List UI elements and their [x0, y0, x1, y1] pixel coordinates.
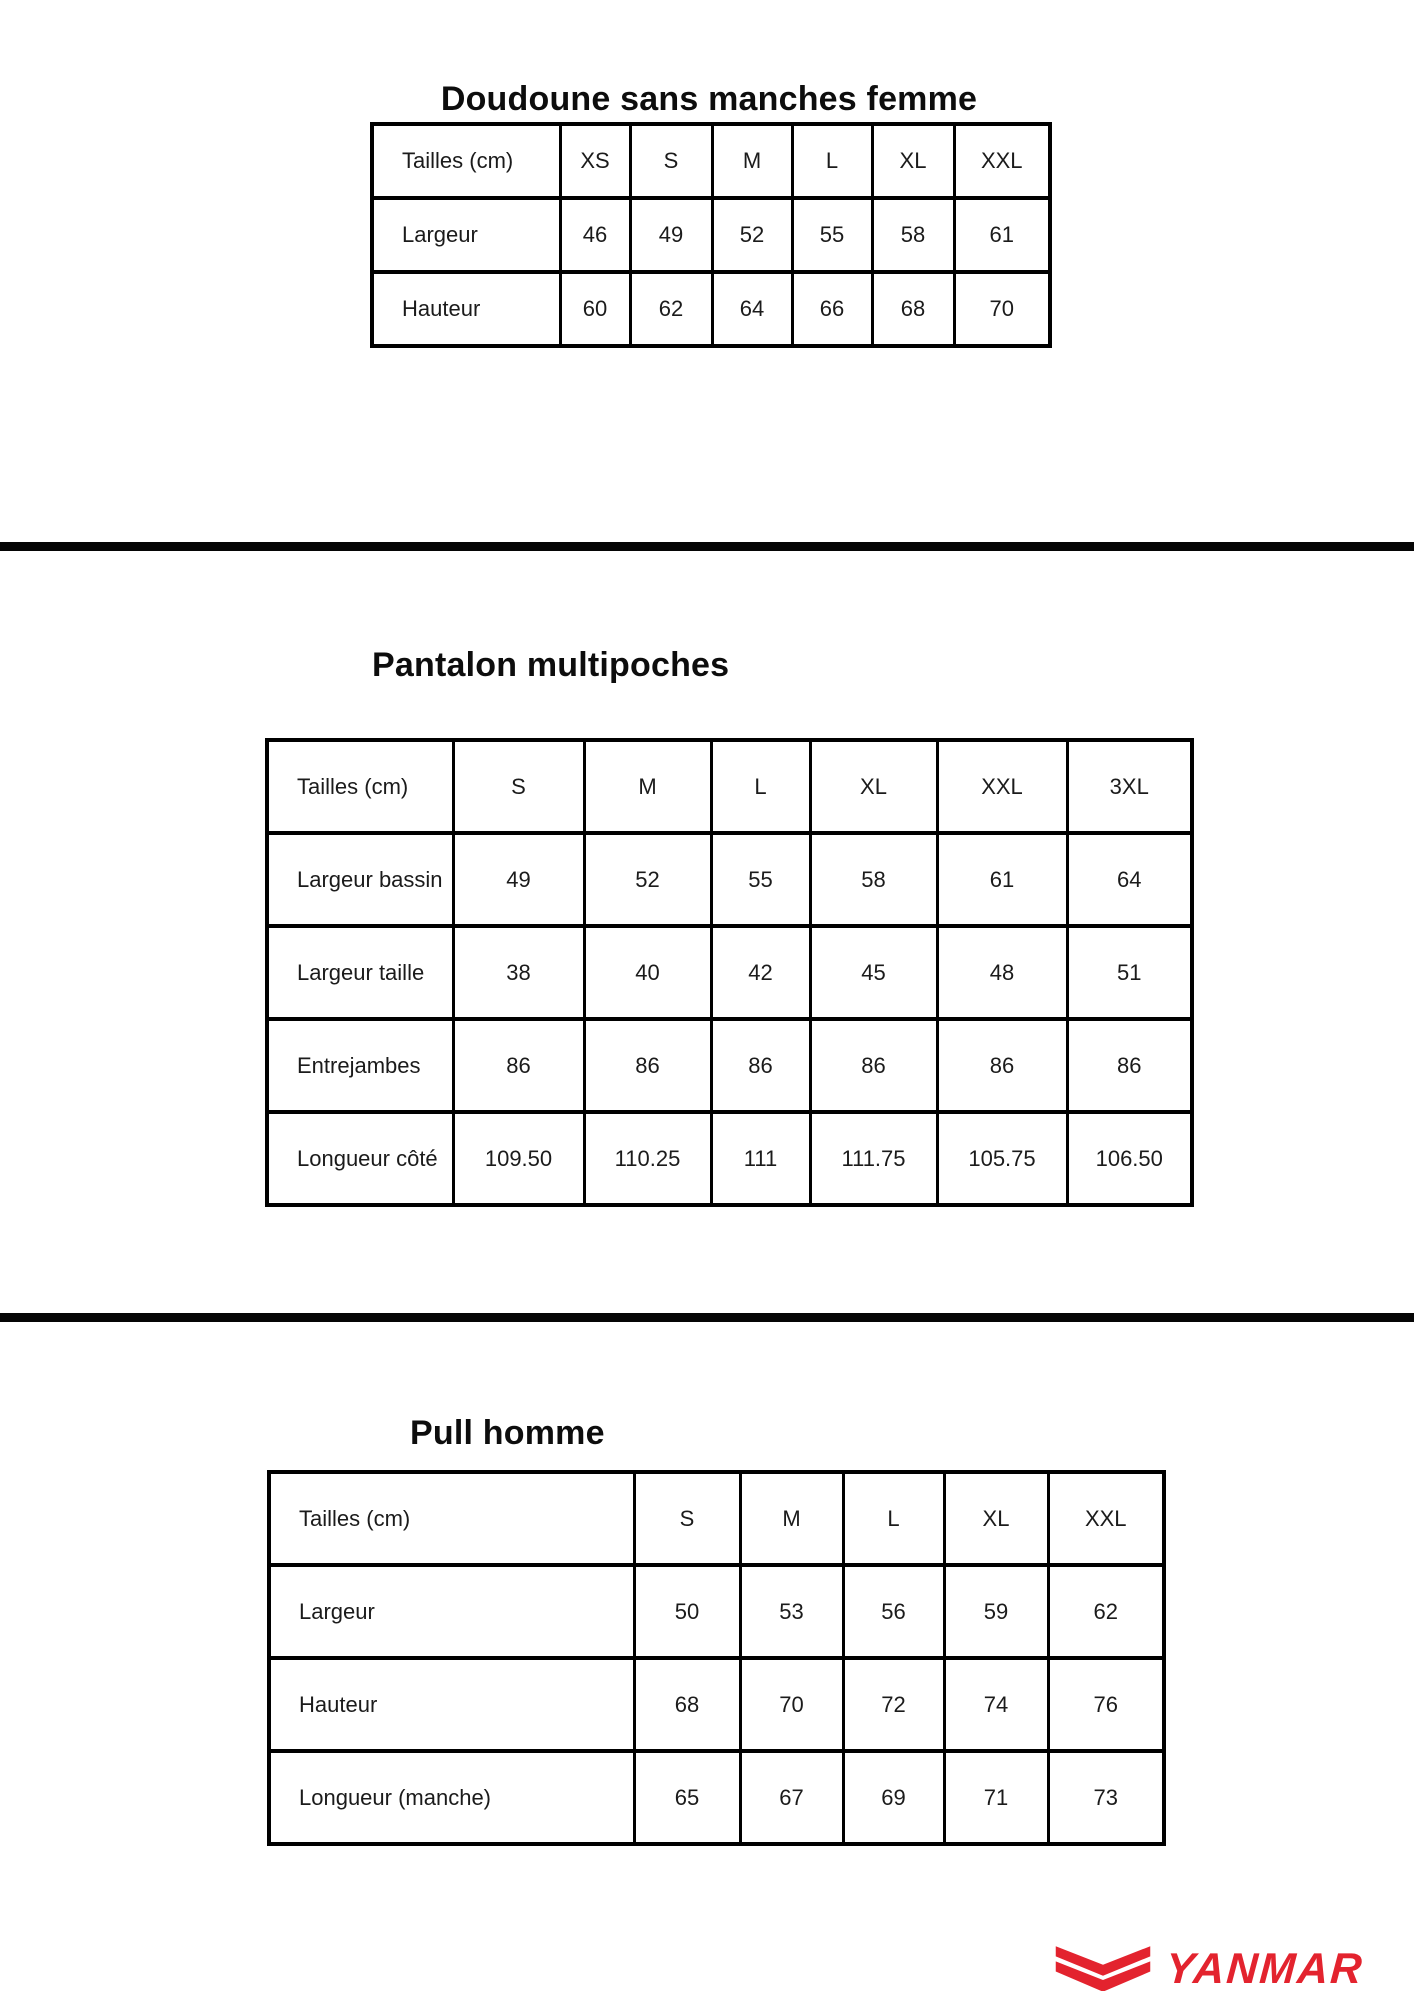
value-cell: 49 [453, 833, 584, 926]
table-row [269, 1751, 1164, 1844]
size-column-header: M [712, 124, 792, 198]
value-cell: 67 [740, 1751, 843, 1844]
size-table-doudoune [370, 122, 1052, 348]
size-column-header: L [792, 124, 872, 198]
value-cell: 55 [792, 198, 872, 272]
size-column-header: S [453, 740, 584, 833]
value-cell: 106.50 [1067, 1112, 1192, 1205]
value-cell: 56 [843, 1565, 944, 1658]
size-column-header: XXL [1048, 1472, 1164, 1565]
value-cell: 45 [810, 926, 937, 1019]
size-column-header: L [843, 1472, 944, 1565]
row-label-cell: Longueur côté [267, 1112, 453, 1205]
section-title-pull: Pull homme [410, 1413, 605, 1452]
value-cell: 38 [453, 926, 584, 1019]
table-row [269, 1565, 1164, 1658]
size-table [265, 738, 1194, 1207]
header-row [267, 740, 1192, 833]
size-table [370, 122, 1052, 348]
row-label-cell: Largeur bassin [267, 833, 453, 926]
value-cell: 72 [843, 1658, 944, 1751]
value-cell: 65 [634, 1751, 740, 1844]
value-cell: 53 [740, 1565, 843, 1658]
value-cell: 111 [711, 1112, 810, 1205]
value-cell: 70 [740, 1658, 843, 1751]
value-cell: 86 [937, 1019, 1067, 1112]
row-label-cell: Longueur (manche) [269, 1751, 634, 1844]
size-column-header: M [584, 740, 711, 833]
value-cell: 68 [872, 272, 954, 346]
section-divider [0, 542, 1414, 551]
value-cell: 111.75 [810, 1112, 937, 1205]
value-cell: 64 [1067, 833, 1192, 926]
value-cell: 52 [584, 833, 711, 926]
yanmar-logo-text: YANMAR [1164, 1945, 1366, 1993]
value-cell: 66 [792, 272, 872, 346]
value-cell: 52 [712, 198, 792, 272]
sizes-header-cell: Tailles (cm) [269, 1472, 634, 1565]
size-column-header: 3XL [1067, 740, 1192, 833]
value-cell: 60 [560, 272, 630, 346]
row-label-cell: Largeur [372, 198, 560, 272]
row-label-cell: Largeur taille [267, 926, 453, 1019]
value-cell: 58 [872, 198, 954, 272]
value-cell: 58 [810, 833, 937, 926]
value-cell: 71 [944, 1751, 1048, 1844]
value-cell: 76 [1048, 1658, 1164, 1751]
value-cell: 70 [954, 272, 1050, 346]
value-cell: 105.75 [937, 1112, 1067, 1205]
table-row [372, 198, 1050, 272]
yanmar-logo [1052, 1942, 1364, 1996]
size-column-header: XS [560, 124, 630, 198]
size-column-header: M [740, 1472, 843, 1565]
table-row [267, 833, 1192, 926]
size-column-header: S [634, 1472, 740, 1565]
header-row [372, 124, 1050, 198]
value-cell: 49 [630, 198, 712, 272]
sizes-header-cell: Tailles (cm) [267, 740, 453, 833]
value-cell: 59 [944, 1565, 1048, 1658]
row-label-cell: Entrejambes [267, 1019, 453, 1112]
section-title-doudoune: Doudoune sans manches femme [440, 79, 978, 118]
size-table-pull [267, 1470, 1166, 1846]
row-label-cell: Largeur [269, 1565, 634, 1658]
value-cell: 62 [630, 272, 712, 346]
size-table-pantalon [265, 738, 1194, 1207]
value-cell: 50 [634, 1565, 740, 1658]
size-column-header: XXL [954, 124, 1050, 198]
section-title-pantalon: Pantalon multipoches [372, 645, 730, 684]
size-column-header: S [630, 124, 712, 198]
size-column-header: XXL [937, 740, 1067, 833]
sizes-header-cell: Tailles (cm) [372, 124, 560, 198]
value-cell: 62 [1048, 1565, 1164, 1658]
value-cell: 86 [584, 1019, 711, 1112]
value-cell: 73 [1048, 1751, 1164, 1844]
size-column-header: XL [944, 1472, 1048, 1565]
value-cell: 86 [453, 1019, 584, 1112]
section-divider [0, 1313, 1414, 1322]
row-label-cell: Hauteur [269, 1658, 634, 1751]
header-row [269, 1472, 1164, 1565]
size-column-header: XL [872, 124, 954, 198]
table-row [267, 926, 1192, 1019]
value-cell: 109.50 [453, 1112, 584, 1205]
table-row [267, 1019, 1192, 1112]
table-row [267, 1112, 1192, 1205]
value-cell: 74 [944, 1658, 1048, 1751]
value-cell: 68 [634, 1658, 740, 1751]
size-column-header: L [711, 740, 810, 833]
value-cell: 110.25 [584, 1112, 711, 1205]
size-table [267, 1470, 1166, 1846]
size-column-header: XL [810, 740, 937, 833]
value-cell: 42 [711, 926, 810, 1019]
value-cell: 46 [560, 198, 630, 272]
value-cell: 61 [937, 833, 1067, 926]
value-cell: 64 [712, 272, 792, 346]
value-cell: 51 [1067, 926, 1192, 1019]
table-row [372, 272, 1050, 346]
value-cell: 61 [954, 198, 1050, 272]
value-cell: 69 [843, 1751, 944, 1844]
value-cell: 86 [711, 1019, 810, 1112]
value-cell: 86 [1067, 1019, 1192, 1112]
value-cell: 40 [584, 926, 711, 1019]
row-label-cell: Hauteur [372, 272, 560, 346]
value-cell: 55 [711, 833, 810, 926]
value-cell: 48 [937, 926, 1067, 1019]
table-row [269, 1658, 1164, 1751]
value-cell: 86 [810, 1019, 937, 1112]
yanmar-chevron-icon [1052, 1942, 1154, 1996]
